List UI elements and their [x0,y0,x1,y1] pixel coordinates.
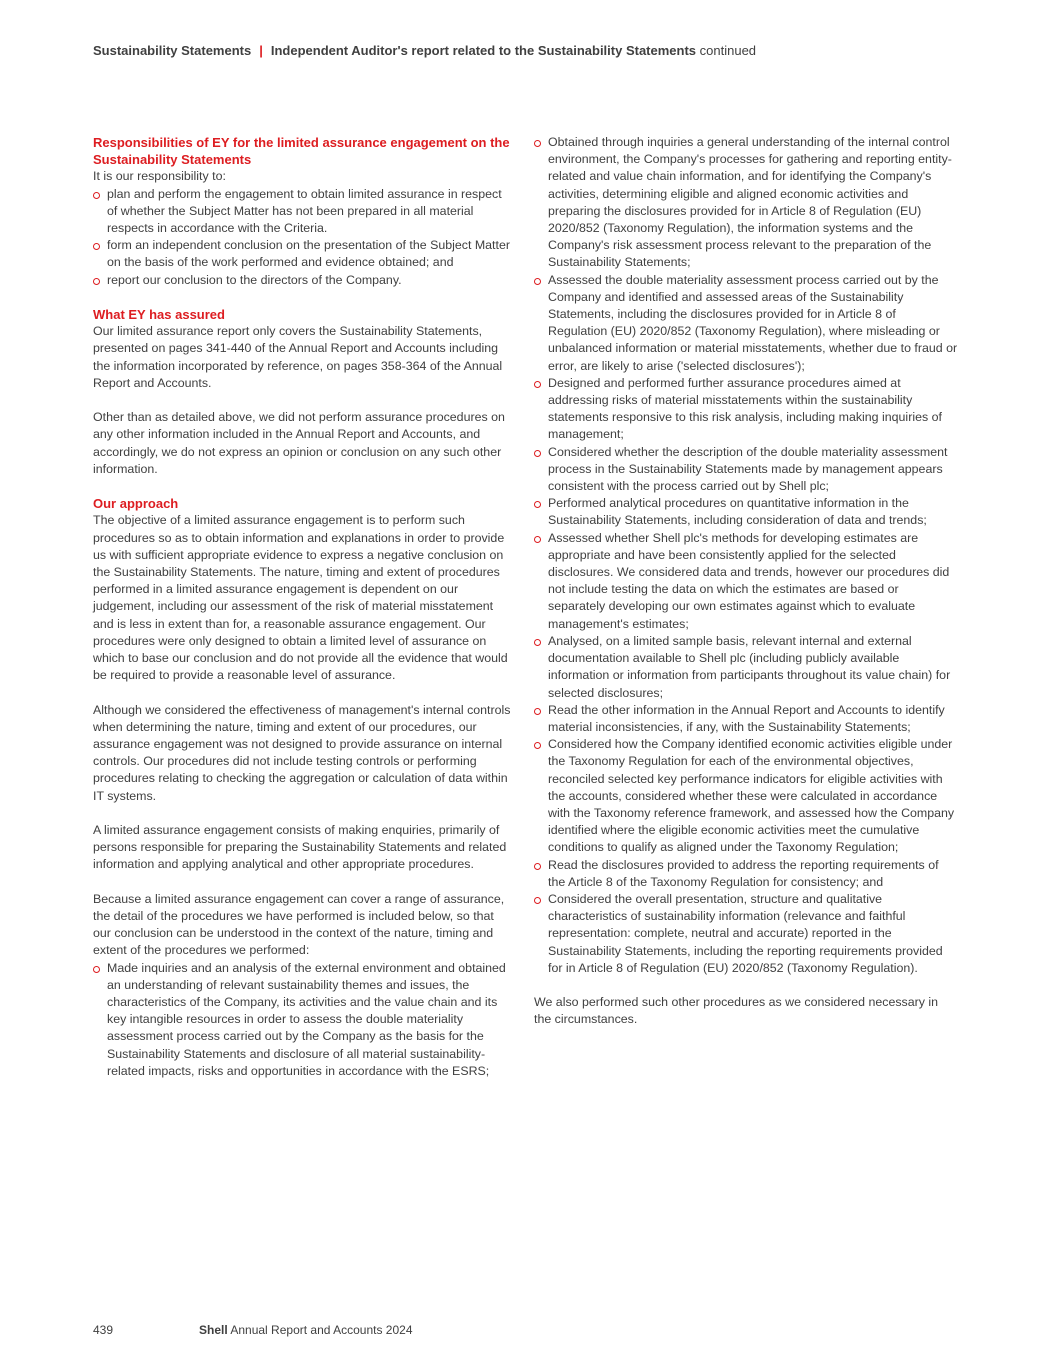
list-item: Considered whether the description of the double materiality assessment process in the Sustainability Statements made by management appears consistent with the process carried out by Shell plc; [534,444,958,496]
list-item: Made inquiries and an analysis of the external environment and obtained an understanding of relevant sustainability themes and issues, the characteristics of the Company, its activities and the value chain and its key intangible resources in order to assess the double materiality assessment process carried out by the Company as the basis for the Sustainability Statements and disclosure of all material sustainability-related impacts, risks and opportunities in accordance with the ESRS; [93,960,515,1080]
responsibilities-intro: It is our responsibility to: [93,169,226,184]
paragraph: Other than as detailed above, we did not perform assurance procedures on any other information included in the Annual Report and Accounts, and accordingly, we do not express an opinion or conclusion on any such other information. [93,410,505,476]
continued-label: continued [699,43,757,58]
running-header [93,42,993,60]
assured-heading: What EY has assured [93,307,225,323]
list-item: form an independent conclusion on the presentation of the Subject Matter on the basis of the work performed and evidence obtained; and [93,237,515,271]
list-item: Considered how the Company identified economic activities eligible under the Taxonomy Regulation for each of the environmental objectives, reconciled selected key performance indicators for eligible activities with the accounts, considered whether these were calculated in accordance with the Taxonomy reference framework, and assessed how the Company identified where the eligible economic activities meet the cumulative conditions to qualify as aligned under the Taxonomy Regulation; [534,736,958,856]
procedures-list [93,960,515,1080]
list-item: Analysed, on a limited sample basis, relevant internal and external documentation available to Shell plc (including publicly available information or information from participants throughout its value chain) for selected disclosures; [534,633,958,702]
publication-name: Annual Report and Accounts 2024 [230,1323,413,1337]
list-item: Read the disclosures provided to address the reporting requirements of the Article 8 of the Taxonomy Regulation for consistency; and [534,857,958,891]
list-item: Assessed whether Shell plc's methods for developing estimates are appropriate and have been consistently applied for the selected disclosures. We considered data and trends, however our procedures did not include testing the data on which the estimates are based or separately developing our own estimates against which to evaluate management's estimates; [534,530,958,633]
paragraph: A limited assurance engagement consists of making enquiries, primarily of persons responsible for preparing the Sustainability Statements and related information and applying analytical and other appropriate procedures. [93,823,507,872]
brand-name: Shell [199,1323,228,1337]
list-item: Obtained through inquiries a general understanding of the internal control environment, the Company's processes for gathering and reporting entity-related and value chain information, and for identifying the Company's activities, determining eligible and aligned economic activities and preparing the disclosures provided for in Article 8 of Regulation (EU) 2020/852 (Taxonomy Regulation), the information systems and the Company's risk assessment process relevant to the preparation of the Sustainability Statements; [534,134,958,272]
paragraph: Because a limited assurance engagement can cover a range of assurance, the detail of the procedures we have performed is included below, so that our conclusion can be understood in the context of the nature, timing and extent of the procedures we performed: [93,891,505,958]
page-number: 439 [93,1323,114,1337]
procedures-list-continued [534,134,958,977]
left-column [93,134,515,1080]
list-item: Considered the overall presentation, structure and qualitative characteristics of sustainability information (relevance and faithful representation: complete, neutral and accurate) reported in the Sustainability Statements, including the reporting requirements provided for in Article 8 of Regulation (EU) 2020/852 (Taxonomy Regulation). [534,891,958,977]
approach-heading: Our approach [93,496,179,512]
list-item: Designed and performed further assurance procedures aimed at addressing risks of material misstatements within the sustainability statements responsive to this risk analysis, including making inquiries of management; [534,375,958,444]
report-title: Independent Auditor's report related to the Sustainability Statements [270,43,697,58]
list-item: Performed analytical procedures on quantitative information in the Sustainability Statements, including consideration of data and trends; [534,495,958,529]
responsibilities-heading: Responsibilities of EY for the limited assurance engagement on the Sustainability Statements [93,135,510,168]
section-name: Sustainability Statements [93,43,252,58]
paragraph: Our limited assurance report only covers the Sustainability Statements, presented on pages 341-440 of the Annual Report and Accounts including the information incorporated by reference, on pages 358-364 of the Annual Report and Accounts. [93,324,503,390]
list-item: plan and perform the engagement to obtain limited assurance in respect of whether the Subject Matter has not been prepared in all material respects in accordance with the Criteria. [93,186,515,238]
right-column [534,134,958,1029]
header-separator: | [259,43,263,58]
list-item: Assessed the double materiality assessment process carried out by the Company and identified and assessed areas of the Sustainability Statements, including the disclosures provided for in Article 8 of Regulation (EU) 2020/852 (Taxonomy Regulation), where misleading or unbalanced information or material misstatements, whether due to fraud or error, are likely to arise ('selected disclosures'); [534,272,958,375]
closing-paragraph: We also performed such other procedures as we considered necessary in the circumstances. [534,995,939,1027]
list-item: report our conclusion to the directors of the Company. [93,272,515,289]
paragraph: Although we considered the effectiveness of management's internal controls when determining the nature, timing and extent of our procedures, our assurance engagement was not designed to provide assurance on internal controls. Our procedures did not include testing controls or performing procedures relating to checking the aggregation or calculation of data within IT systems. [93,702,511,803]
paragraph: The objective of a limited assurance engagement is to perform such procedures so as to obtain information and explanations in order to provide us with sufficient appropriate evidence to express a negative conclusion on the Sustainability Statements. The nature, timing and extent of procedures performed in a limited assurance engagement is dependent on our judgement, including our assessment of the risk of material misstatement and is less in extent than for, a reasonable assurance engagement. Our procedures were only designed to obtain a limited level of assurance on which to base our conclusion and do not provide all the evidence that would be required to provide a reasonable level of assurance. [93,513,508,683]
list-item: Read the other information in the Annual Report and Accounts to identify material inconsistencies, if any, with the Sustainability Statements; [534,702,958,736]
responsibilities-list [93,186,515,289]
page-footer [93,1322,413,1338]
